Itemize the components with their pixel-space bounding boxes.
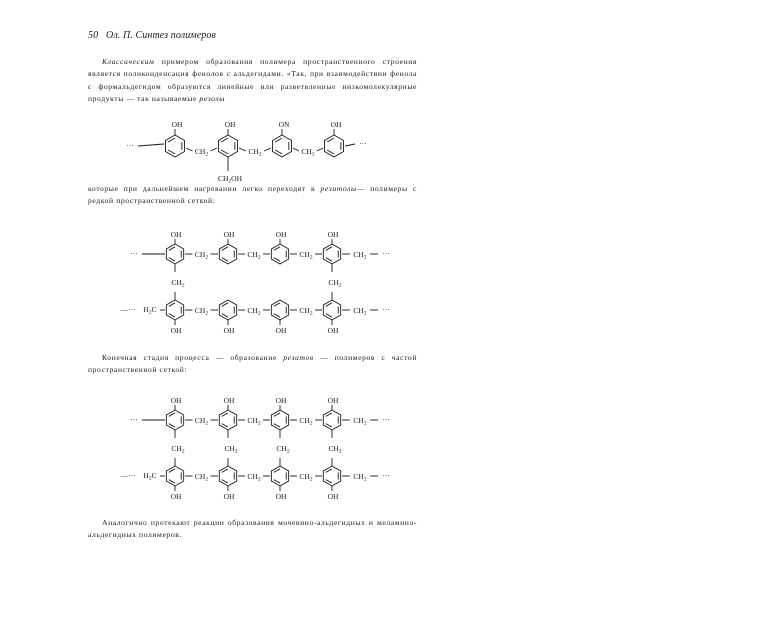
hydroxyl-label: OH [275,230,287,239]
hydroxyl-label: OH [170,326,182,335]
hydroxyl-label: OH [170,492,182,501]
hydroxyl-label: OH [223,492,235,501]
hydroxyl-label: OH [223,230,235,239]
crosslink-ch2-label: $CH_2$ [328,278,342,289]
chain-ellipsis: ··· [359,139,367,148]
paragraph-text: примером образования полимера пространственного строения является поликонденсация фенолов с альдегидами. «Так, при взаимодействии фенола с формальдегидом образуются линейные или разветвленные низкомолекулярные продукты — так называемые [88,57,417,104]
bond-line [317,148,323,151]
paragraph-resitols [88,183,417,208]
bond-line [264,148,271,151]
bond-line [239,148,246,151]
hydroxyl-label: OH [275,326,287,335]
paragraph-text: — полимеров с частой пространственной сеткой: [88,353,417,375]
italic-term-classic: Классическим [102,57,155,66]
paragraph-text: Аналогично протекают реакции образования мочевино-альдегидных и меламино-альдегидных полимеров. [88,518,417,540]
methylene-bridge-label: $CH_2$ [194,147,209,158]
paragraph-text: Конечная стадия процесса — образование [102,353,284,362]
hydroxyl-label: OH [171,120,183,129]
bond-line [211,148,218,151]
methylene-bridge-label: $CH_2$ [353,472,367,483]
methylene-bridge-label: $CH_2$ [247,472,261,483]
methylene-bridge-label: $CH_2$ [247,306,261,317]
crosslink-ch2-label: $CH_2$ [328,444,342,455]
hydroxyl-label: ON [278,120,290,129]
methylene-bridge-label: $CH_2$ [299,250,313,261]
chain-ellipsis: ··· [382,305,390,314]
hydroxyl-label: OH [327,326,339,335]
resit-network-formula [120,388,420,512]
hydroxyl-label: OH [170,396,182,405]
paragraph-text: которые при дальнейшем нагревании легко переходят в [88,184,321,193]
paragraph-text: — полимеры с редкой пространственной сеткой: [88,184,417,206]
crosslink-ch2-label: $CH_2$ [276,444,290,455]
methylene-bridge-label: $CH_2$ [247,416,261,427]
hydroxyl-label: OH [170,230,182,239]
hydroxyl-label: OH [330,120,342,129]
chain-ellipsis: ··· [382,249,390,258]
bond-line [293,148,299,151]
italic-term-resitols: резитолы [320,184,357,193]
bond-line [345,144,355,146]
crosslink-ch2-label: $CH_2$ [224,444,238,455]
methylene-bridge-label: $CH_2$ [299,416,313,427]
methylene-bridge-label: $CH_2$ [248,147,262,158]
methylene-bridge-label: $CH_2$ [194,416,209,427]
crosslink-ch2-label: $CH_2$ [171,444,185,455]
chain-ellipsis: ··· [130,415,138,424]
chain-ellipsis: ··· [130,249,138,258]
hydroxyl-label: OH [275,492,287,501]
crosslink-ch2-label: $CH_2$ [171,278,185,289]
resitol-network-formula [120,222,420,346]
italic-term-resols: резолы [199,94,226,104]
hydroxyl-label: OH [327,230,339,239]
bond-line [138,144,164,146]
hydroxymethyl-label: $CH_2OH$ [217,174,243,185]
paragraph-analogous-reactions [88,517,417,542]
hydroxyl-label: OH [224,120,236,129]
methylene-bridge-label: $CH_2$ [353,250,367,261]
methylene-end-label: $H_2C$ [143,471,157,482]
methylene-bridge-label: $CH_2$ [247,250,261,261]
hydroxyl-label: OH [275,396,287,405]
methylene-bridge-label: $CH_2$ [353,306,367,317]
chain-ellipsis: ··· [382,471,390,480]
chain-ellipsis: ··· [382,415,390,424]
page-header [88,30,216,41]
hydroxyl-label: OH [327,492,339,501]
hydroxyl-label: OH [223,326,235,335]
hydroxyl-label: OH [327,396,339,405]
chain-ellipsis: —··· [120,471,136,480]
methylene-bridge-label: $CH_2$ [299,306,313,317]
hydroxyl-label: OH [223,396,235,405]
italic-term-resits: резитов [283,353,314,362]
bond-line [186,148,193,151]
methylene-bridge-label: $CH_2$ [194,472,209,483]
methylene-bridge-label: $CH_2$ [353,416,367,427]
methylene-bridge-label: $CH_2$ [301,147,315,158]
methylene-bridge-label: $CH_2$ [194,250,209,261]
chain-ellipsis: ··· [126,141,134,150]
paragraph-resits [88,352,417,377]
chain-ellipsis: —··· [120,305,136,314]
methylene-bridge-label: $CH_2$ [194,306,209,317]
methylene-end-label: $H_2C$ [143,305,157,316]
resol-structural-formula [120,114,420,185]
methylene-bridge-label: $CH_2$ [299,472,313,483]
page-number: 50 [88,30,99,41]
paragraph-phenol-formaldehyde [88,56,417,106]
running-title: Ол. П. Синтез полимеров [106,30,216,41]
